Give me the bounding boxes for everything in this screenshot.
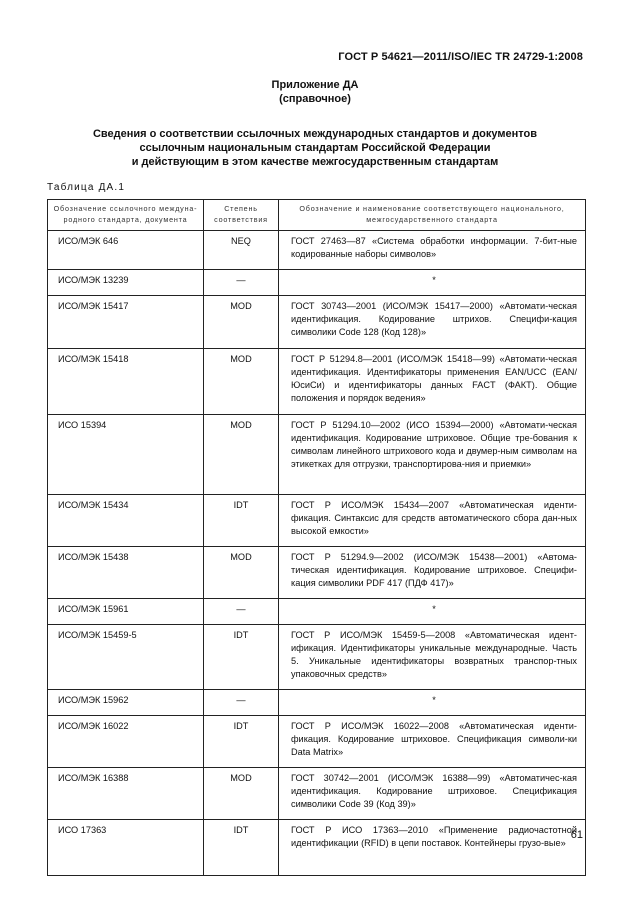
cell-reference-standard: ИСО/МЭК 15434	[48, 495, 204, 547]
cell-reference-standard: ИСО/МЭК 15961	[48, 599, 204, 625]
cell-national-standard: ГОСТ Р 51294.9—2002 (ИСО/МЭК 15438—2001) «Автома-тическая идентификация. Кодирование штриховое. Специфи-кация символики PDF 417 (ПДФ 417)»	[279, 547, 586, 599]
cell-reference-standard: ИСО/МЭК 15438	[48, 547, 204, 599]
header-national-standard: Обозначение и наименование соответствующего национального, межгосударственного стандарта	[279, 200, 586, 231]
cell-degree: MOD	[204, 415, 279, 495]
annex-heading	[0, 78, 630, 106]
cell-national-standard: ГОСТ Р ИСО 17363—2010 «Применение радиочастотной идентификации (RFID) в цепи поставок. Контейнеры грузо-вые»	[279, 820, 586, 876]
cell-degree: —	[204, 690, 279, 716]
cell-degree: MOD	[204, 768, 279, 820]
table-row	[48, 625, 586, 690]
cell-reference-standard: ИСО/МЭК 15418	[48, 349, 204, 415]
header-degree: Степень соответствия	[204, 200, 279, 231]
cell-reference-standard: ИСО 17363	[48, 820, 204, 876]
cell-degree: —	[204, 599, 279, 625]
cell-national-standard: ГОСТ 30743—2001 (ИСО/МЭК 15417—2000) «Автомати-ческая идентификация. Кодирование штрихов. Специфи-кация символики Code 128 (Код 128)»	[279, 296, 586, 349]
cell-national-standard: ГОСТ Р ИСО/МЭК 16022—2008 «Автоматическая иденти-фикация. Кодирование штриховое. Спецификация символи-ки Data Matrix»	[279, 716, 586, 768]
table-row	[48, 415, 586, 495]
cell-national-standard: ГОСТ Р 51294.8—2001 (ИСО/МЭК 15418—99) «Автомати-ческая идентификация. Идентификаторы применения EAN/UCC (EAN/ЮсиСи) и идентификаторы данных FACT (ФАКТ). Общие положения и порядок ведения»	[279, 349, 586, 415]
correspondence-table	[47, 199, 586, 876]
table-row	[48, 716, 586, 768]
cell-reference-standard: ИСО/МЭК 13239	[48, 270, 204, 296]
cell-national-standard: ГОСТ Р ИСО/МЭК 15459-5—2008 «Автоматическая идент-ификация. Идентификаторы уникальные международные. Часть 5. Уникальные идентификаторы возвратных транспор-тных упаковочных средств»	[279, 625, 586, 690]
page-number: 61	[570, 829, 583, 841]
cell-reference-standard: ИСО/МЭК 15459-5	[48, 625, 204, 690]
title-line-2: ссылочным национальным стандартам Российской Федерации	[139, 142, 491, 154]
header-international-standard: Обозначение ссылочного междуна-родного стандарта, документа	[48, 200, 204, 231]
table-row	[48, 547, 586, 599]
cell-national-standard: ГОСТ 30742—2001 (ИСО/МЭК 16388—99) «Автоматичес-кая идентификация. Кодирование штриховое. Спецификация символики Code 39 (Код 39)»	[279, 768, 586, 820]
table-header-row	[48, 200, 586, 231]
cell-reference-standard: ИСО 15394	[48, 415, 204, 495]
title-line-1: Сведения о соответствии ссылочных международных стандартов и документов	[92, 128, 538, 140]
cell-degree: MOD	[204, 547, 279, 599]
table-row	[48, 768, 586, 820]
cell-degree: —	[204, 270, 279, 296]
table-row	[48, 495, 586, 547]
table-caption: Таблица ДА.1	[47, 182, 126, 193]
cell-reference-standard: ИСО/МЭК 646	[48, 231, 204, 270]
cell-degree: MOD	[204, 349, 279, 415]
annex-type: (справочное)	[279, 93, 351, 105]
table-row	[48, 349, 586, 415]
cell-degree: IDT	[204, 716, 279, 768]
cell-national-standard: *	[279, 690, 586, 716]
annex-main-title	[40, 127, 590, 169]
cell-degree: MOD	[204, 296, 279, 349]
table-row	[48, 231, 586, 270]
annex-title: Приложение ДА	[271, 79, 359, 91]
cell-national-standard: *	[279, 270, 586, 296]
table-row	[48, 270, 586, 296]
title-line-3: и действующим в этом качестве межгосударственным стандартам	[131, 156, 499, 168]
cell-reference-standard: ИСО/МЭК 16388	[48, 768, 204, 820]
table-row	[48, 820, 586, 876]
document-header: ГОСТ Р 54621—2011/ISO/IEC TR 24729-1:2008	[338, 51, 583, 63]
cell-national-standard: ГОСТ 27463—87 «Система обработки информации. 7-бит-ные кодированные наборы символов»	[279, 231, 586, 270]
cell-national-standard: ГОСТ Р 51294.10—2002 (ИСО 15394—2000) «Автомати-ческая идентификация. Кодирование штриховое. Общие тре-бования к символам линейного штрихового кода и двумер-ным символам на этикетках для отгрузки, транспортирова-ния и приемки»	[279, 415, 586, 495]
cell-reference-standard: ИСО/МЭК 15962	[48, 690, 204, 716]
table-row	[48, 296, 586, 349]
cell-degree: IDT	[204, 495, 279, 547]
table-row	[48, 690, 586, 716]
table-row	[48, 599, 586, 625]
cell-degree: IDT	[204, 625, 279, 690]
cell-national-standard: ГОСТ Р ИСО/МЭК 15434—2007 «Автоматическая иденти-фикация. Синтаксис для средств автоматического сбора дан-ных высокой емкости»	[279, 495, 586, 547]
cell-degree: NEQ	[204, 231, 279, 270]
cell-reference-standard: ИСО/МЭК 15417	[48, 296, 204, 349]
cell-reference-standard: ИСО/МЭК 16022	[48, 716, 204, 768]
cell-national-standard: *	[279, 599, 586, 625]
cell-degree: IDT	[204, 820, 279, 876]
